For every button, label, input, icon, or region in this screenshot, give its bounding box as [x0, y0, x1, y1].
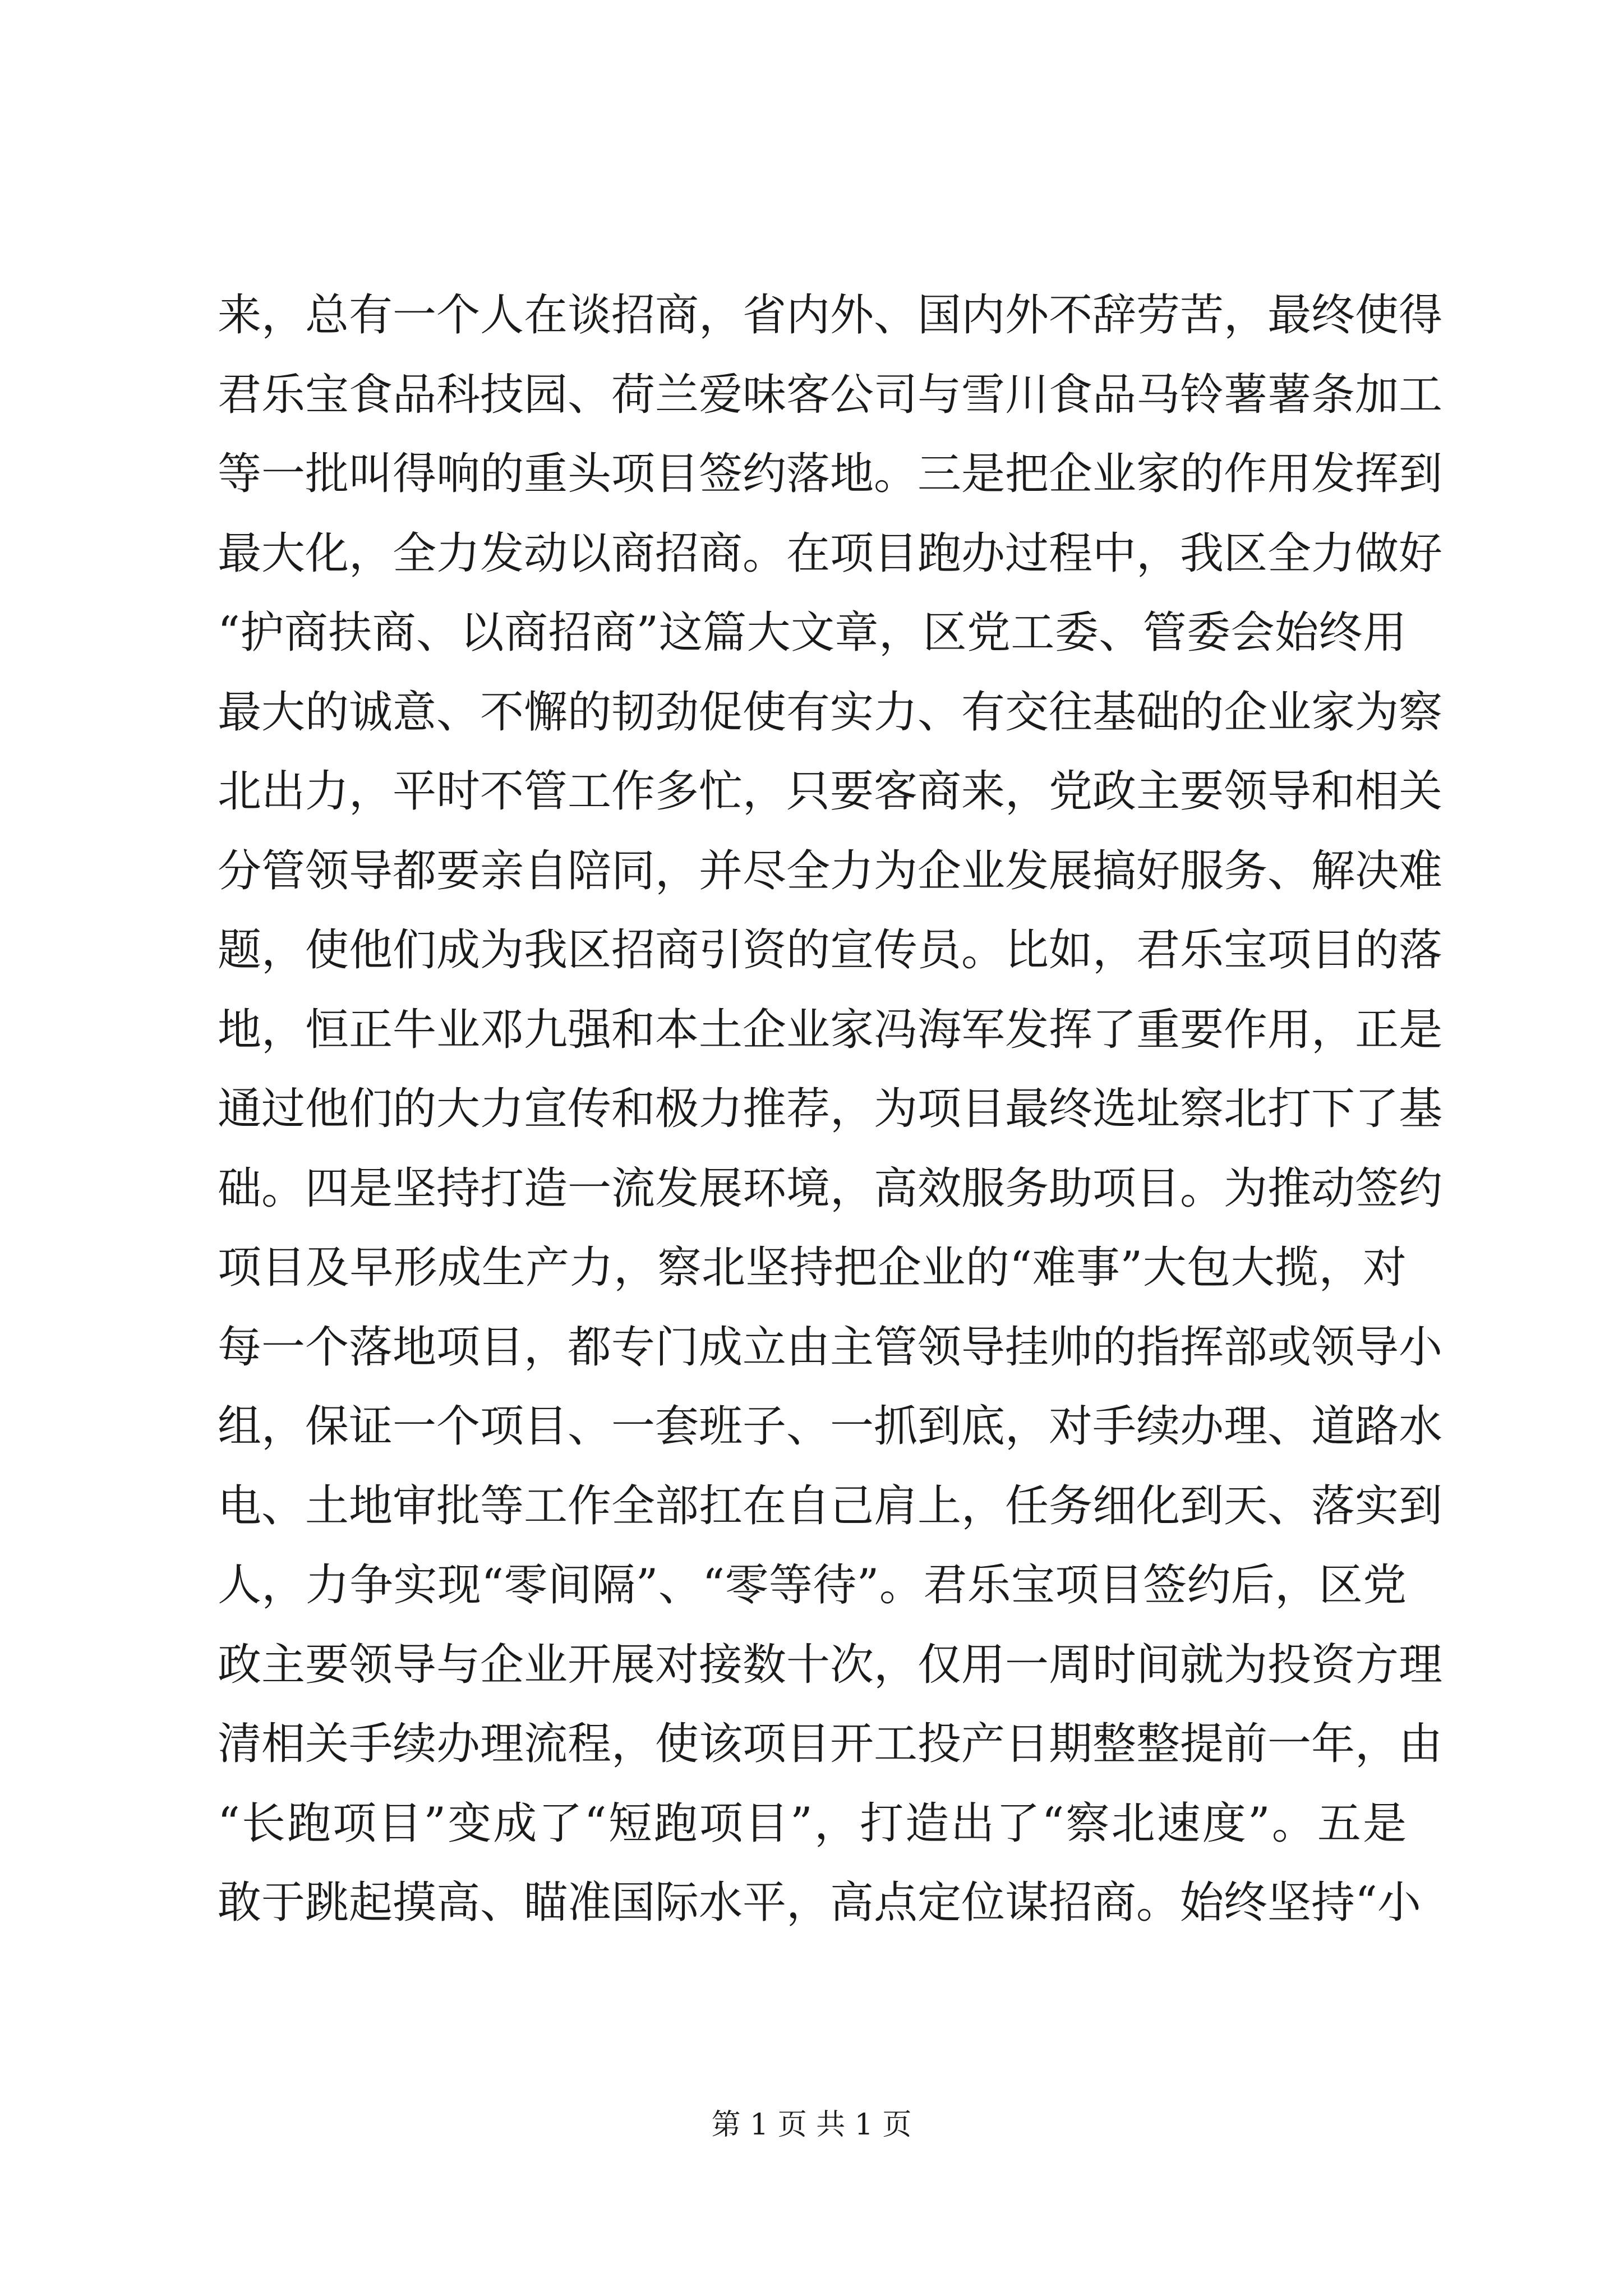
text-line: “护商扶商、以商招商”这篇大文章，区党工委、管委会始终用	[218, 608, 1407, 658]
text-line: 敢于跳起摸高、瞄准国际水平，高点定位谋招商。始终坚持“小	[218, 1878, 1421, 1928]
text-line: 人，力争实现“零间隔”、“零等待”。君乐宝项目签约后，区党	[218, 1560, 1407, 1611]
text-line: 最大的诚意、不懈的韧劲促使有实力、有交往基础的企业家为察	[218, 687, 1443, 738]
text-line: 君乐宝食品科技园、荷兰爱味客公司与雪川食品马铃薯薯条加工	[218, 369, 1443, 420]
text-line: 每一个落地项目，都专门成立由主管领导挂帅的指挥部或领导小	[218, 1322, 1443, 1373]
text-line: 地，恒正牛业邓九强和本土企业家冯海军发挥了重要作用，正是	[218, 1004, 1443, 1055]
body-paragraph	[218, 276, 1443, 1943]
text-line: 等一批叫得响的重头项目签约落地。三是把企业家的作用发挥到	[218, 449, 1443, 499]
text-line: 项目及早形成生产力，察北坚持把企业的“难事”大包大揽，对	[218, 1243, 1407, 1293]
text-line: 北出力，平时不管工作多忙，只要客商来，党政主要领导和相关	[218, 766, 1443, 817]
text-line: 清相关手续办理流程，使该项目开工投产日期整整提前一年，由	[218, 1719, 1443, 1769]
text-line: 通过他们的大力宣传和极力推荐，为项目最终选址察北打下了基	[218, 1084, 1443, 1134]
text-line: “长跑项目”变成了“短跑项目”，打造出了“察北速度”。五是	[218, 1798, 1407, 1849]
text-line: 来，总有一个人在谈招商，省内外、国内外不辞劳苦，最终使得	[218, 290, 1443, 341]
text-line: 政主要领导与企业开展对接数十次，仅用一周时间就为投资方理	[218, 1639, 1443, 1690]
text-line: 题，使他们成为我区招商引资的宣传员。比如，君乐宝项目的落	[218, 925, 1443, 976]
text-line: 分管领导都要亲自陪同，并尽全力为企业发展搞好服务、解决难	[218, 845, 1443, 896]
text-line: 组，保证一个项目、一套班子、一抓到底，对手续办理、道路水	[218, 1401, 1443, 1452]
page-number-footer: 第 1 页 共 1 页	[711, 2108, 912, 2142]
text-line: 础。四是坚持打造一流发展环境，高效服务助项目。为推动签约	[218, 1163, 1443, 1214]
text-line: 电、土地审批等工作全部扛在自己肩上，任务细化到天、落实到	[218, 1480, 1443, 1531]
text-line: 最大化，全力发动以商招商。在项目跑办过程中，我区全力做好	[218, 528, 1443, 579]
